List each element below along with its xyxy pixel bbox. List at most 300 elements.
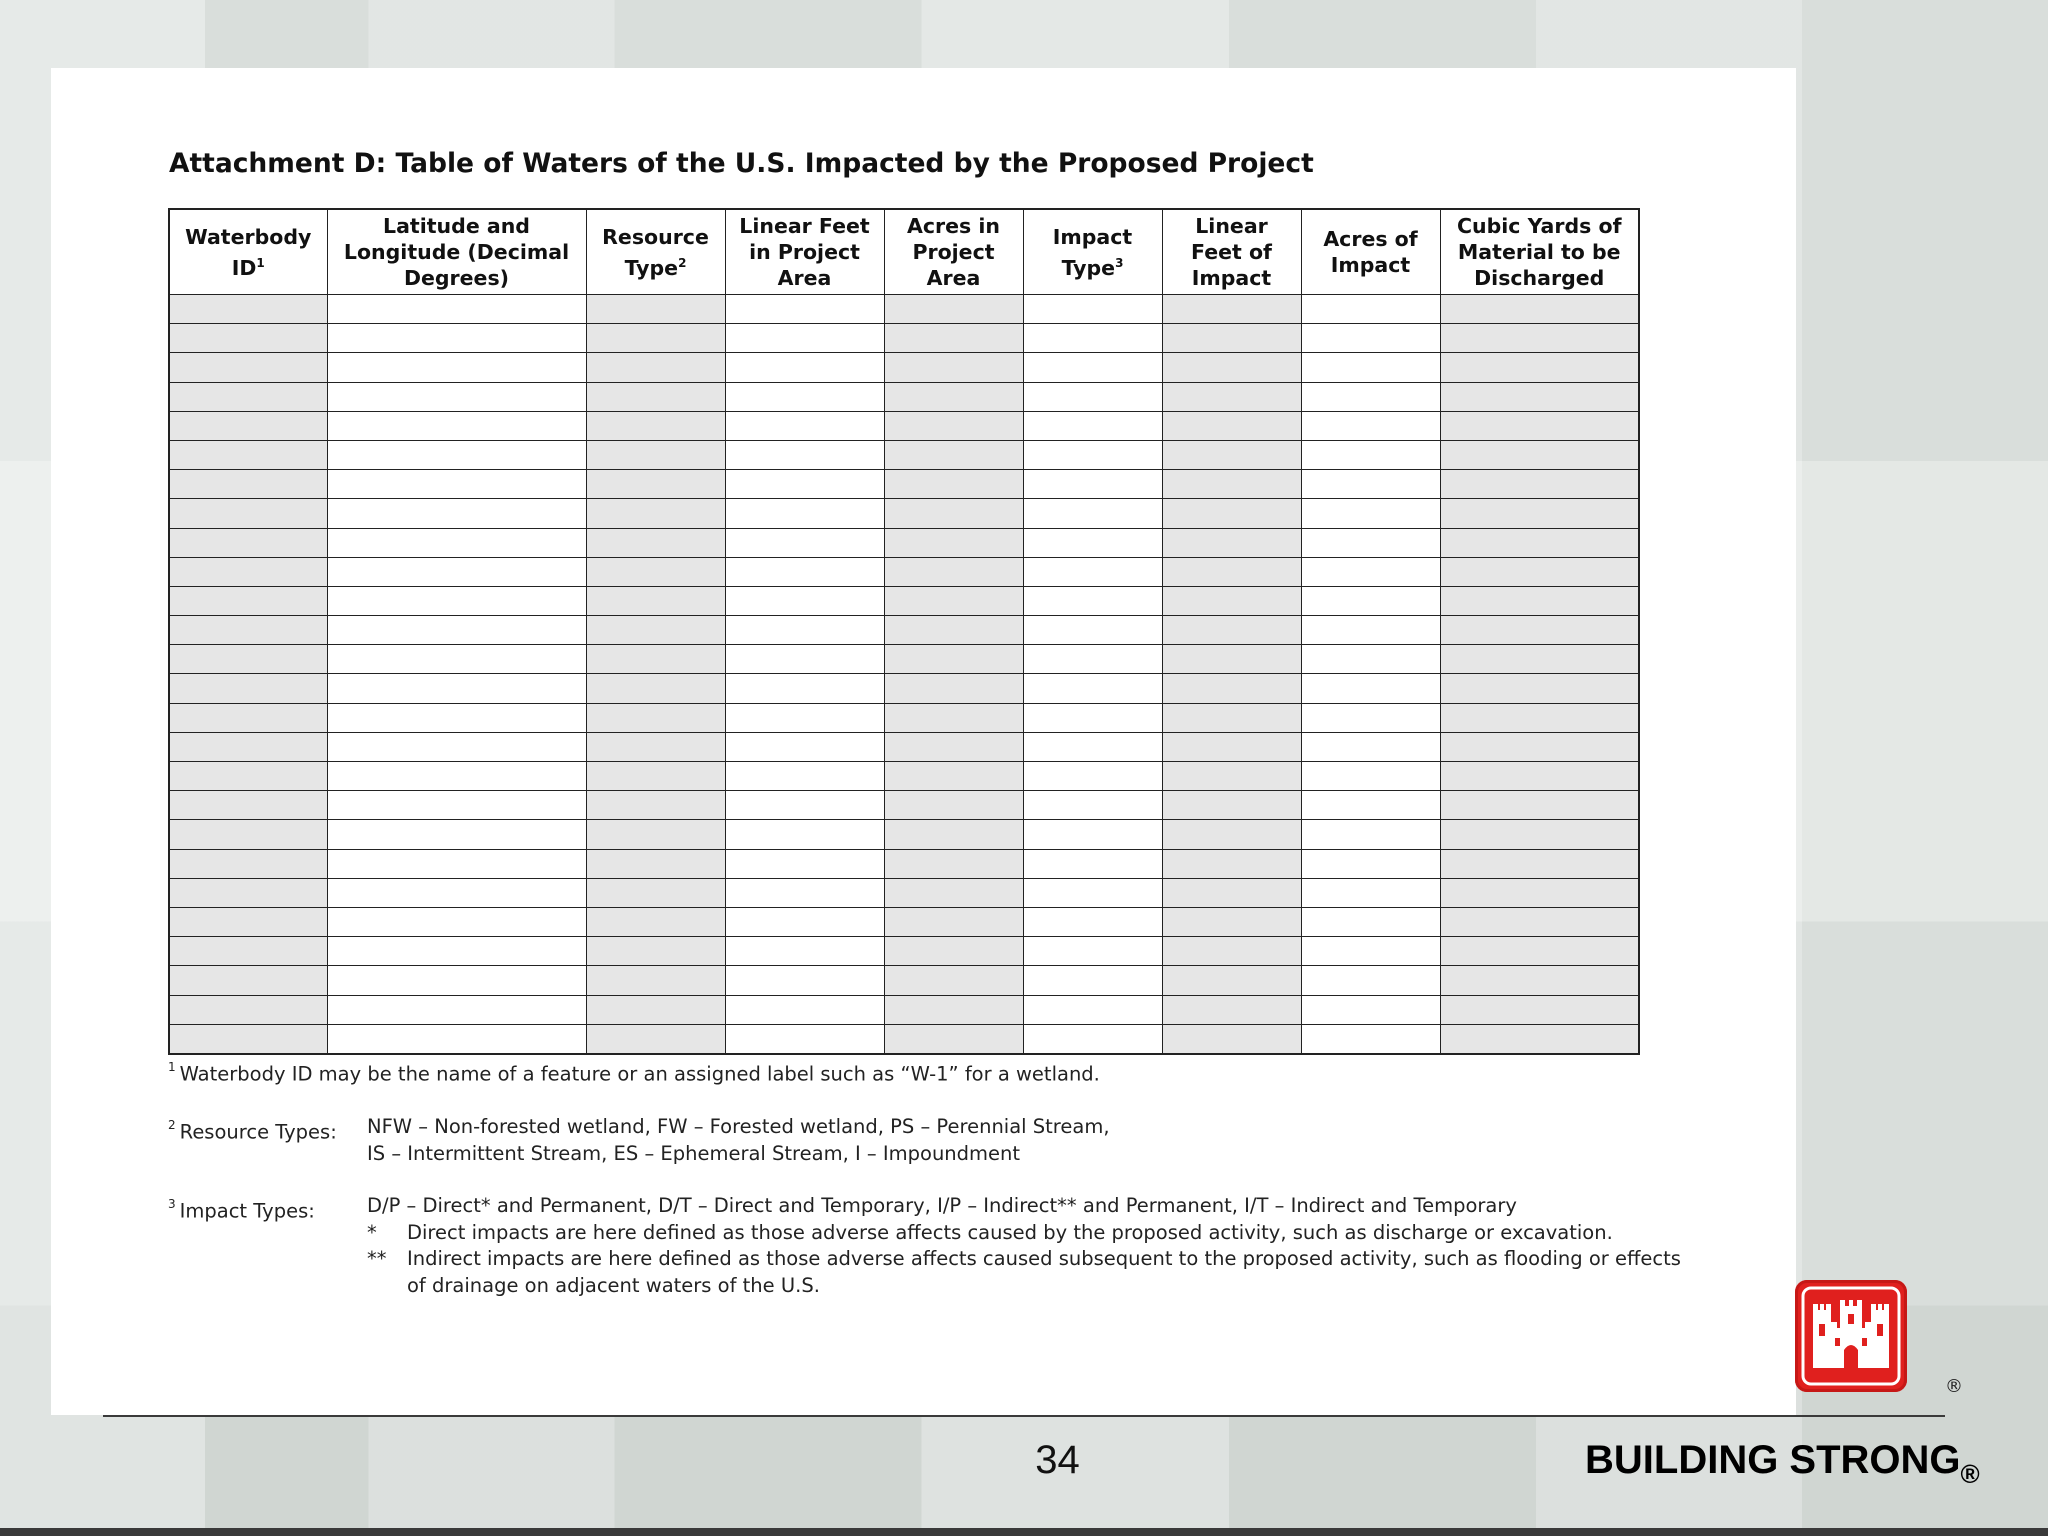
table-cell[interactable]	[1023, 878, 1162, 907]
table-row	[169, 849, 1639, 878]
castle-logo-graphic	[1795, 1280, 1907, 1392]
table-cell[interactable]	[1301, 732, 1440, 761]
footnote-1	[168, 1056, 1708, 1088]
table-cell[interactable]	[1023, 586, 1162, 615]
footnotes	[168, 1052, 1708, 1299]
table-cell[interactable]	[884, 353, 1023, 382]
table-cell[interactable]	[1162, 937, 1301, 966]
table-cell[interactable]	[1023, 820, 1162, 849]
table-cell[interactable]	[169, 878, 327, 907]
table-cell[interactable]	[169, 791, 327, 820]
table-cell[interactable]	[1023, 907, 1162, 936]
table-cell[interactable]	[169, 324, 327, 353]
table-cell[interactable]	[1440, 586, 1639, 615]
table-cell[interactable]	[586, 499, 725, 528]
table-cell[interactable]	[725, 411, 884, 440]
table-row	[169, 411, 1639, 440]
table-cell[interactable]	[1162, 966, 1301, 995]
table-cell[interactable]	[1162, 762, 1301, 791]
table-cell[interactable]	[884, 762, 1023, 791]
table-row	[169, 499, 1639, 528]
table-cell[interactable]	[586, 353, 725, 382]
table-cell[interactable]	[1301, 382, 1440, 411]
table-cell[interactable]	[327, 557, 586, 586]
table-cell[interactable]	[169, 382, 327, 411]
table-cell[interactable]	[169, 1024, 327, 1054]
table-row	[169, 1024, 1639, 1054]
table-cell[interactable]	[725, 1024, 884, 1054]
table-cell[interactable]	[1440, 382, 1639, 411]
table-row	[169, 762, 1639, 791]
table-cell[interactable]	[586, 703, 725, 732]
table-cell[interactable]	[1162, 1024, 1301, 1054]
castle-icon	[1795, 1280, 1907, 1392]
table-cell[interactable]	[586, 732, 725, 761]
table-cell[interactable]	[1023, 674, 1162, 703]
table-header-row	[169, 209, 1639, 295]
table-cell[interactable]	[725, 907, 884, 936]
table-cell[interactable]	[1023, 324, 1162, 353]
table-row	[169, 324, 1639, 353]
column-header-label: Linear Feet of Impact	[1191, 214, 1272, 290]
table-row	[169, 674, 1639, 703]
table-cell[interactable]	[1162, 907, 1301, 936]
table-cell[interactable]	[725, 528, 884, 557]
table-cell[interactable]	[1162, 586, 1301, 615]
table-cell[interactable]	[1162, 382, 1301, 411]
table-cell[interactable]	[1162, 499, 1301, 528]
column-header-footnote-marker: 3	[1115, 255, 1124, 270]
column-header	[1440, 209, 1639, 295]
table-cell[interactable]	[1440, 878, 1639, 907]
table-cell[interactable]	[884, 937, 1023, 966]
table-cell[interactable]	[1023, 1024, 1162, 1054]
table-cell[interactable]	[327, 1024, 586, 1054]
table-cell[interactable]	[1440, 762, 1639, 791]
table-cell[interactable]	[725, 966, 884, 995]
table-cell[interactable]	[1162, 353, 1301, 382]
column-header-footnote-marker: 2	[678, 255, 687, 270]
column-header-label: Acres of Impact	[1323, 227, 1418, 277]
table-body	[169, 295, 1639, 1055]
table-cell[interactable]	[327, 966, 586, 995]
table-cell[interactable]	[1023, 937, 1162, 966]
table-cell[interactable]	[1023, 791, 1162, 820]
table-cell[interactable]	[1023, 382, 1162, 411]
table-cell[interactable]	[1440, 820, 1639, 849]
table-cell[interactable]	[1023, 732, 1162, 761]
footnote-3	[168, 1193, 1708, 1299]
table-cell[interactable]	[725, 470, 884, 499]
table-row	[169, 353, 1639, 382]
table-cell[interactable]	[327, 820, 586, 849]
table-cell[interactable]	[725, 878, 884, 907]
table-cell[interactable]	[1023, 295, 1162, 324]
table-cell[interactable]	[1440, 645, 1639, 674]
table-cell[interactable]	[1301, 295, 1440, 324]
table-row	[169, 382, 1639, 411]
table-cell[interactable]	[1162, 528, 1301, 557]
table-cell[interactable]	[725, 762, 884, 791]
table-cell[interactable]	[1440, 937, 1639, 966]
table-cell[interactable]	[1301, 470, 1440, 499]
table-cell[interactable]	[725, 732, 884, 761]
table-cell[interactable]	[586, 382, 725, 411]
table-cell[interactable]	[1162, 791, 1301, 820]
table-cell[interactable]	[884, 820, 1023, 849]
table-cell[interactable]	[169, 937, 327, 966]
footnote-line: Indirect impacts are here defined as those adverse affects caused subsequent to the proposed activity, such as flooding or effects of drainage on adjacent waters of the U.S.	[407, 1247, 1681, 1297]
table-cell[interactable]	[884, 382, 1023, 411]
table-cell[interactable]	[169, 674, 327, 703]
footnote-subnote-direct	[367, 1220, 1697, 1247]
table-cell[interactable]	[884, 791, 1023, 820]
table-cell[interactable]	[169, 732, 327, 761]
table-cell[interactable]	[1440, 791, 1639, 820]
page-number: 34	[1035, 1438, 1080, 1482]
table-cell[interactable]	[586, 645, 725, 674]
footnote-label: Impact Types:	[179, 1199, 315, 1223]
table-cell[interactable]	[169, 528, 327, 557]
table-cell[interactable]	[1440, 966, 1639, 995]
table-cell[interactable]	[1162, 674, 1301, 703]
table-cell[interactable]	[1301, 440, 1440, 469]
table-cell[interactable]	[586, 440, 725, 469]
column-header-label: Latitude and Longitude (Decimal Degrees)	[343, 214, 570, 290]
table-cell[interactable]	[327, 616, 586, 645]
table-cell[interactable]	[1162, 732, 1301, 761]
table-row	[169, 878, 1639, 907]
table-cell[interactable]	[1301, 937, 1440, 966]
document-title: Attachment D: Table of Waters of the U.S. Impacted by the Proposed Project	[169, 148, 1314, 179]
table-cell[interactable]	[586, 907, 725, 936]
table-cell[interactable]	[1023, 557, 1162, 586]
footnote-2	[168, 1114, 1708, 1167]
table-cell[interactable]	[1162, 995, 1301, 1024]
table-cell[interactable]	[327, 995, 586, 1024]
table-cell[interactable]	[725, 995, 884, 1024]
footnote-line: D/P – Direct* and Permanent, D/T – Direct and Temporary, I/P – Indirect** and Permanent, I/T – Indirect and Temporary	[367, 1194, 1517, 1217]
table-cell[interactable]	[1301, 557, 1440, 586]
footnote-label: Resource Types:	[179, 1120, 337, 1144]
column-header	[1023, 209, 1162, 295]
footnote-marker: 3	[168, 1197, 176, 1211]
table-cell[interactable]	[1023, 849, 1162, 878]
table-cell[interactable]	[884, 849, 1023, 878]
table-cell[interactable]	[884, 616, 1023, 645]
table-cell[interactable]	[884, 907, 1023, 936]
table-cell[interactable]	[586, 557, 725, 586]
table-cell[interactable]	[169, 557, 327, 586]
column-header-label: Linear Feet in Project Area	[739, 214, 870, 290]
tagline-text: BUILDING STRONG	[1585, 1438, 1961, 1482]
table-cell[interactable]	[884, 528, 1023, 557]
table-cell[interactable]	[1440, 849, 1639, 878]
table-cell[interactable]	[884, 324, 1023, 353]
table-cell[interactable]	[169, 440, 327, 469]
table-cell[interactable]	[327, 849, 586, 878]
table-cell[interactable]	[884, 732, 1023, 761]
table-cell[interactable]	[169, 703, 327, 732]
table-cell[interactable]	[327, 411, 586, 440]
table-cell[interactable]	[725, 703, 884, 732]
table-cell[interactable]	[169, 295, 327, 324]
table-cell[interactable]	[1301, 353, 1440, 382]
column-header	[725, 209, 884, 295]
table-cell[interactable]	[1440, 470, 1639, 499]
table-cell[interactable]	[1023, 616, 1162, 645]
table-cell[interactable]	[327, 645, 586, 674]
table-cell[interactable]	[169, 411, 327, 440]
table-cell[interactable]	[169, 645, 327, 674]
table-cell[interactable]	[169, 762, 327, 791]
footnote-line: IS – Intermittent Stream, ES – Ephemeral Stream, I – Impoundment	[367, 1141, 1021, 1165]
table-cell[interactable]	[725, 849, 884, 878]
table-cell[interactable]	[586, 324, 725, 353]
table-cell[interactable]	[1162, 849, 1301, 878]
tagline-registered-mark: ®	[1960, 1459, 1980, 1489]
table-cell[interactable]	[725, 557, 884, 586]
table-cell[interactable]	[1301, 849, 1440, 878]
table-cell[interactable]	[169, 353, 327, 382]
table-cell[interactable]	[1023, 440, 1162, 469]
table-cell[interactable]	[884, 440, 1023, 469]
column-header	[884, 209, 1023, 295]
table-cell[interactable]	[169, 616, 327, 645]
table-cell[interactable]	[725, 674, 884, 703]
table-cell[interactable]	[327, 907, 586, 936]
table-cell[interactable]	[1162, 295, 1301, 324]
table-cell[interactable]	[1162, 440, 1301, 469]
table-cell[interactable]	[586, 528, 725, 557]
table-cell[interactable]	[1440, 324, 1639, 353]
table-cell[interactable]	[1301, 586, 1440, 615]
table-cell[interactable]	[1440, 440, 1639, 469]
table-cell[interactable]	[1301, 878, 1440, 907]
table-cell[interactable]	[169, 966, 327, 995]
table-cell[interactable]	[725, 324, 884, 353]
table-cell[interactable]	[884, 674, 1023, 703]
table-cell[interactable]	[586, 470, 725, 499]
table-cell[interactable]	[884, 557, 1023, 586]
table-cell[interactable]	[1440, 732, 1639, 761]
table-cell[interactable]	[1023, 528, 1162, 557]
table-row	[169, 557, 1639, 586]
table-row	[169, 820, 1639, 849]
table-cell[interactable]	[1162, 616, 1301, 645]
table-cell[interactable]	[327, 732, 586, 761]
table-cell[interactable]	[884, 995, 1023, 1024]
table-cell[interactable]	[1023, 645, 1162, 674]
table-cell[interactable]	[169, 849, 327, 878]
table-cell[interactable]	[1440, 1024, 1639, 1054]
table-cell[interactable]	[1440, 499, 1639, 528]
table-cell[interactable]	[327, 586, 586, 615]
table-cell[interactable]	[327, 791, 586, 820]
table-cell[interactable]	[1023, 762, 1162, 791]
table-cell[interactable]	[1301, 791, 1440, 820]
column-header-label: Acres in Project Area	[907, 214, 1000, 290]
table-cell[interactable]	[1162, 557, 1301, 586]
table-cell[interactable]	[586, 411, 725, 440]
table-cell[interactable]	[327, 499, 586, 528]
table-cell[interactable]	[1301, 820, 1440, 849]
table-cell[interactable]	[1162, 820, 1301, 849]
table-cell[interactable]	[1301, 499, 1440, 528]
table-cell[interactable]	[169, 499, 327, 528]
table-cell[interactable]	[586, 937, 725, 966]
logo-registered-mark: ®	[1945, 1376, 1963, 1397]
table-cell[interactable]	[725, 586, 884, 615]
waters-table	[168, 208, 1640, 1055]
table-cell[interactable]	[586, 820, 725, 849]
table-cell[interactable]	[586, 966, 725, 995]
footnote-marker: 2	[168, 1118, 176, 1132]
table-cell[interactable]	[1162, 411, 1301, 440]
footnote-subnote-indirect	[367, 1246, 1697, 1299]
table-row	[169, 295, 1639, 324]
table-cell[interactable]	[1162, 878, 1301, 907]
column-header-label: Impact Type	[1052, 224, 1133, 280]
column-header-label: Cubic Yards of Material to be Discharged	[1456, 214, 1622, 290]
column-header-label: Waterbody ID	[185, 224, 312, 280]
table-cell[interactable]	[1440, 616, 1639, 645]
table-cell[interactable]	[884, 295, 1023, 324]
table-cell[interactable]	[884, 703, 1023, 732]
footnote-marker: 1	[168, 1060, 176, 1074]
table-cell[interactable]	[1162, 324, 1301, 353]
table-cell[interactable]	[169, 995, 327, 1024]
table-cell[interactable]	[1301, 674, 1440, 703]
table-cell[interactable]	[327, 382, 586, 411]
table-cell[interactable]	[1023, 353, 1162, 382]
table-row	[169, 586, 1639, 615]
table-row	[169, 907, 1639, 936]
table-cell[interactable]	[884, 411, 1023, 440]
table-cell[interactable]	[884, 966, 1023, 995]
table-cell[interactable]	[586, 1024, 725, 1054]
table-cell[interactable]	[327, 470, 586, 499]
column-header-footnote-marker: 1	[256, 255, 265, 270]
table-cell[interactable]	[1440, 295, 1639, 324]
table-cell[interactable]	[1023, 499, 1162, 528]
table-cell[interactable]	[1162, 470, 1301, 499]
footer-divider	[103, 1415, 1945, 1417]
table-cell[interactable]	[1023, 703, 1162, 732]
column-header	[327, 209, 586, 295]
table-cell[interactable]	[1301, 703, 1440, 732]
table-cell[interactable]	[1301, 762, 1440, 791]
table-cell[interactable]	[725, 616, 884, 645]
table-cell[interactable]	[1301, 966, 1440, 995]
table-cell[interactable]	[725, 820, 884, 849]
table-cell[interactable]	[327, 295, 586, 324]
table-cell[interactable]	[1440, 353, 1639, 382]
table-cell[interactable]	[586, 849, 725, 878]
table-cell[interactable]	[586, 674, 725, 703]
table-cell[interactable]	[1440, 995, 1639, 1024]
footnote-star-marker: **	[367, 1247, 387, 1270]
table-cell[interactable]	[1440, 907, 1639, 936]
table-cell[interactable]	[725, 440, 884, 469]
table-cell[interactable]	[725, 295, 884, 324]
table-cell[interactable]	[169, 586, 327, 615]
table-cell[interactable]	[586, 995, 725, 1024]
table-cell[interactable]	[586, 762, 725, 791]
table-cell[interactable]	[1023, 995, 1162, 1024]
table-cell[interactable]	[1301, 411, 1440, 440]
table-cell[interactable]	[725, 353, 884, 382]
table-cell[interactable]	[1023, 411, 1162, 440]
table-cell[interactable]	[327, 353, 586, 382]
table-cell[interactable]	[1301, 907, 1440, 936]
table-cell[interactable]	[725, 382, 884, 411]
footnote-text: Waterbody ID may be the name of a feature or an assigned label such as “W-1” for a wetland.	[179, 1062, 1100, 1086]
table-cell[interactable]	[169, 907, 327, 936]
table-cell[interactable]	[1301, 616, 1440, 645]
table-cell[interactable]	[586, 616, 725, 645]
table-cell[interactable]	[725, 499, 884, 528]
building-strong-tagline	[1585, 1438, 1980, 1489]
table-row	[169, 937, 1639, 966]
table-cell[interactable]	[1023, 470, 1162, 499]
table-cell[interactable]	[586, 586, 725, 615]
table-cell[interactable]	[586, 878, 725, 907]
table-cell[interactable]	[1301, 995, 1440, 1024]
table-cell[interactable]	[169, 820, 327, 849]
column-header	[169, 209, 327, 295]
table-cell[interactable]	[169, 470, 327, 499]
table-cell[interactable]	[1301, 645, 1440, 674]
table-cell[interactable]	[327, 703, 586, 732]
table-cell[interactable]	[884, 1024, 1023, 1054]
table-cell[interactable]	[884, 586, 1023, 615]
table-cell[interactable]	[1162, 645, 1301, 674]
table-cell[interactable]	[725, 791, 884, 820]
table-cell[interactable]	[586, 295, 725, 324]
table-cell[interactable]	[1440, 411, 1639, 440]
table-cell[interactable]	[1440, 674, 1639, 703]
footnote-line: NFW – Non-forested wetland, FW – Forested wetland, PS – Perennial Stream,	[367, 1115, 1110, 1138]
table-cell[interactable]	[725, 937, 884, 966]
table-cell[interactable]	[327, 762, 586, 791]
table-cell[interactable]	[884, 499, 1023, 528]
table-row	[169, 995, 1639, 1024]
table-cell[interactable]	[1440, 703, 1639, 732]
table-cell[interactable]	[586, 791, 725, 820]
table-cell[interactable]	[1301, 1024, 1440, 1054]
table-cell[interactable]	[1162, 703, 1301, 732]
table-cell[interactable]	[884, 470, 1023, 499]
column-header	[586, 209, 725, 295]
table-cell[interactable]	[1440, 528, 1639, 557]
table-cell[interactable]	[1440, 557, 1639, 586]
column-header	[1162, 209, 1301, 295]
table-cell[interactable]	[327, 674, 586, 703]
table-cell[interactable]	[327, 878, 586, 907]
table-cell[interactable]	[884, 878, 1023, 907]
table-cell[interactable]	[327, 528, 586, 557]
table-cell[interactable]	[725, 645, 884, 674]
table-cell[interactable]	[1301, 528, 1440, 557]
footnote-star-marker: *	[367, 1220, 377, 1244]
table-cell[interactable]	[884, 645, 1023, 674]
table-cell[interactable]	[1301, 324, 1440, 353]
table-cell[interactable]	[327, 324, 586, 353]
table-cell[interactable]	[327, 440, 586, 469]
table-cell[interactable]	[327, 937, 586, 966]
table-cell[interactable]	[1023, 966, 1162, 995]
